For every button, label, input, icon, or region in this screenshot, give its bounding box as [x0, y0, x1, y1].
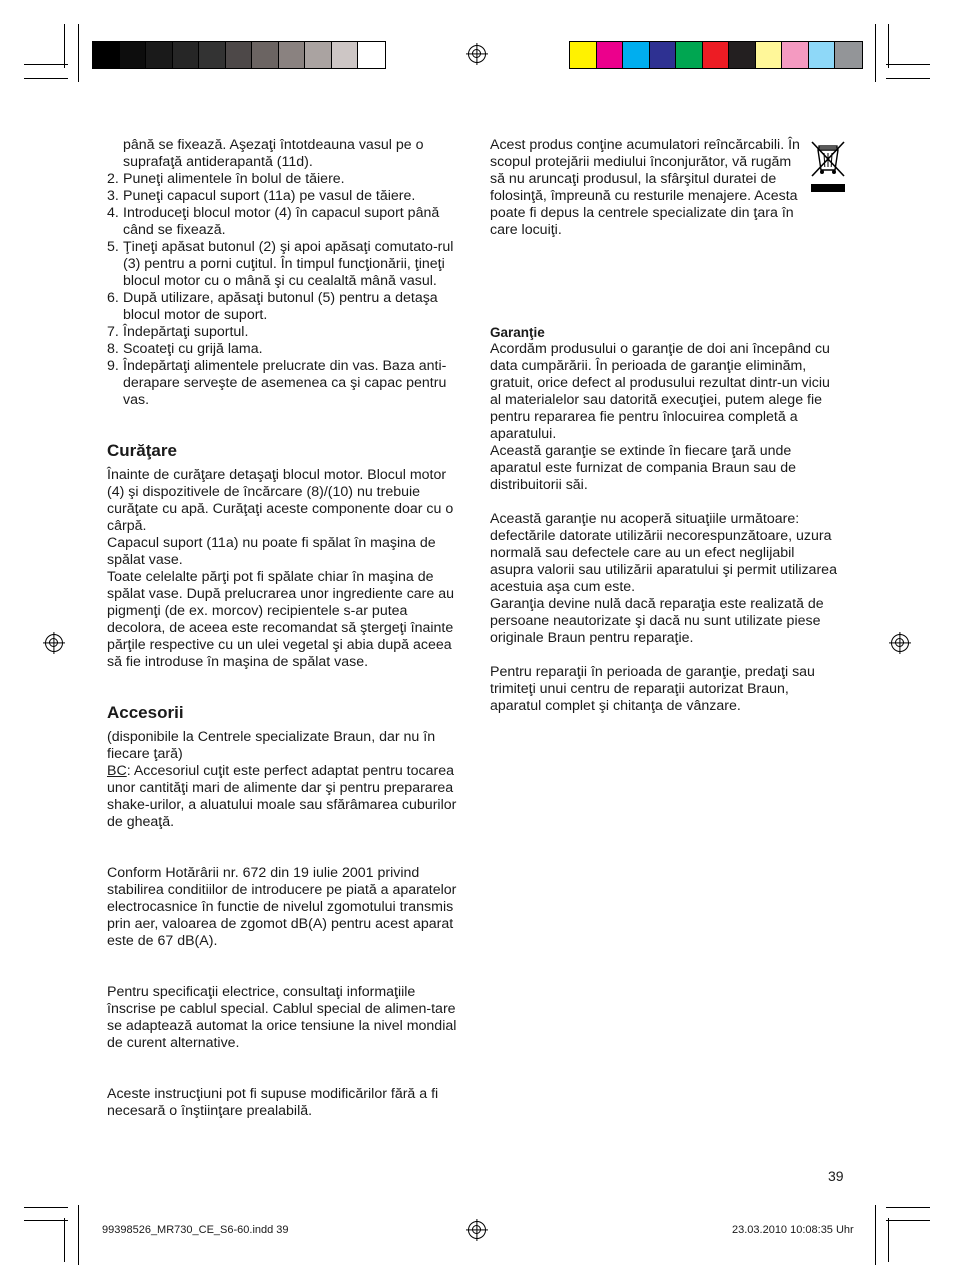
crop-mark: [875, 1205, 876, 1265]
accessories-bc-paragraph: BC: Accesoriul cuţit este perfect adaptat pentru tocarea unor cantităţi mari de alimente dar şi pentru prepararea shake-urilor, a aluatului moale sau sfărâmarea cuburilor de gheaţă.: [107, 763, 457, 830]
crop-mark: [78, 24, 79, 82]
registration-mark-icon: [891, 634, 909, 652]
registration-mark-icon: [45, 634, 63, 652]
color-swatch: [332, 42, 359, 68]
color-swatch: [809, 42, 836, 68]
color-swatch: [703, 42, 730, 68]
crop-mark: [24, 1207, 68, 1208]
crop-mark: [886, 78, 930, 79]
battery-paragraph: Acest produs conţine acumulatori reîncărcabili. În scopul protejării mediului înconjurător, vă rugăm să nu aruncaţi produsul, la sfârşitul duratei de folosinţă, împreună cu resturile menajere. Acesta poate fi depus la centrele specializate din ţara în care locuiţi.: [490, 137, 800, 238]
color-swatch: [597, 42, 624, 68]
color-swatch: [782, 42, 809, 68]
changes-paragraph: Aceste instrucţiuni pot fi supuse modificărilor fără a fi necesară o înştiinţare prealabilă.: [107, 1086, 439, 1119]
bc-label: BC: [107, 763, 127, 779]
warranty-paragraph: Această garanţie nu acoperă situaţiile următoare: defectările datorate utilizării necorespunzătoare, uzura normală sau defectele care au un efect neglijabil asupra valorii sau utilizării aparatului şi permit utilizarea acestuia aşa cum este.: [490, 511, 837, 595]
color-swatch: [729, 42, 756, 68]
color-swatch: [173, 42, 200, 68]
crop-mark: [78, 1205, 79, 1265]
registration-mark-icon: [468, 45, 486, 63]
crop-mark: [64, 1218, 65, 1262]
list-item: 4. Introduceţi blocul motor (4) în capacul suport până când se fixează.: [107, 205, 440, 238]
crop-mark: [24, 1220, 68, 1221]
crop-mark: [886, 64, 930, 65]
color-swatch: [676, 42, 703, 68]
cleaning-paragraph: Înainte de curăţare detaşaţi blocul motor. Blocul motor (4) şi dispozitivele de încărcare (8)/(10) nu trebuie curăţate cu apă. Curăţaţi aceste componente doar cu o cârpă.: [107, 467, 454, 534]
color-swatch: [226, 42, 253, 68]
list-item: 5. Ţineţi apăsat butonul (2) şi apoi apăsaţi comutato-rul (3) pentru a porni cuţitul. În timpul funcţionării, ţineţi blocul motor cu o mână şi cu cealaltă mână vasul.: [107, 239, 454, 289]
list-item: 3. Puneţi capacul suport (11a) pe vasul de tăiere.: [107, 188, 416, 204]
crop-mark: [886, 1220, 930, 1221]
color-swatch: [252, 42, 279, 68]
warranty-heading: Garanţie: [490, 325, 545, 340]
crop-mark: [875, 24, 876, 82]
list-item: 9. Îndepărtaţi alimentele prelucrate din vas. Baza anti-derapare serveşte de asemenea ca şi capac pentru vas.: [107, 358, 447, 408]
steps-list: [107, 171, 463, 409]
intro-text: până se fixează. Aşezaţi întotdeauna vasul pe o suprafaţă antiderapantă (11d).: [123, 137, 424, 170]
warranty-paragraph: Garanţia devine nulă dacă reparaţia este realizată de persoane neautorizate şi dacă nu sunt utilizate piese originale Braun pentru reparaţie.: [490, 596, 824, 646]
warranty-paragraph: Această garanţie se extinde în fiecare ţară unde aparatul este furnizat de compania Braun sau de distribuitorii săi.: [490, 443, 797, 493]
color-swatch: [570, 42, 597, 68]
list-item: 7. Îndepărtaţi suportul.: [107, 324, 249, 340]
color-swatch: [199, 42, 226, 68]
grayscale-color-bar: [92, 41, 386, 69]
color-swatch: [623, 42, 650, 68]
registration-mark-icon: [468, 1221, 486, 1239]
cleaning-paragraph: Capacul suport (11a) nu poate fi spălat în maşina de spălat vase.: [107, 535, 436, 568]
color-swatch: [650, 42, 677, 68]
crop-mark: [888, 1218, 889, 1262]
color-swatch: [146, 42, 173, 68]
page-number: 39: [828, 1168, 844, 1184]
cleaning-paragraph: Toate celelalte părţi pot fi spălate chiar în maşina de spălat vase. După prelucrarea unor ingrediente care au pigmenţi (de ex. morcov) recipientele s-ar putea decolora, de aceea este recomandat să ştergeţi înainte părţile respective cu un ulei vegetal şi abia după aceea să fie introduse în maşina de spălat vase.: [107, 569, 455, 670]
color-swatch: [756, 42, 783, 68]
accessories-availability: (disponibile la Centrele specializate Braun, dar nu în fiecare ţară): [107, 729, 436, 762]
cleaning-heading: Curăţare: [107, 441, 177, 460]
color-swatch: [358, 42, 385, 68]
footer-file-name: 99398526_MR730_CE_S6-60.indd 39: [102, 1224, 289, 1236]
crop-mark: [886, 1207, 930, 1208]
color-swatch: [305, 42, 332, 68]
process-color-bar: [569, 41, 863, 69]
electrical-paragraph: Pentru specificaţii electrice, consultaţi informaţiile înscrise pe cablul special. Cablul special de alimen-tare se adaptează automat la orice tensiune la nivel mondial de curent alternative.: [107, 984, 457, 1051]
list-item: 8. Scoateţi cu grijă lama.: [107, 341, 263, 357]
noise-paragraph: Conform Hotărârii nr. 672 din 19 iulie 2001 privind stabilirea conditiilor de introducere pe piată a aparatelor electrocasnice în functie de nivelul zgomotului transmis prin aer, valoarea de zgomot dB(A) pentru acest aparat este de 67 dB(A).: [107, 865, 457, 949]
right-column: [490, 137, 840, 715]
color-swatch: [279, 42, 306, 68]
list-item: 2. Puneţi alimentele în bolul de tăiere.: [107, 171, 345, 187]
crop-mark: [888, 24, 889, 68]
warranty-paragraph: Pentru reparaţii în perioada de garanţie, predaţi sau trimiteţi unui centru de reparaţii autorizat Braun, aparatul complet şi chitanţa de vânzare.: [490, 664, 815, 714]
list-item: 6. După utilizare, apăsaţi butonul (5) pentru a detaşa blocul motor de suport.: [107, 290, 438, 323]
crop-mark: [24, 78, 68, 79]
crop-mark: [24, 64, 68, 65]
footer-timestamp: 23.03.2010 10:08:35 Uhr: [732, 1224, 854, 1236]
color-swatch: [93, 42, 120, 68]
crop-mark: [64, 24, 65, 68]
color-swatch: [120, 42, 147, 68]
warranty-paragraph: Acordăm produsului o garanţie de doi ani începând cu data cumpărării. În perioada de garanţie eliminăm, gratuit, orice defect al produsului rezultat dintr-un viciu al materialelor sau datorită execuţiei, putem alege fie pentru repararea fie pentru înlocuirea completă a aparatului.: [490, 341, 830, 442]
accessories-heading: Accesorii: [107, 703, 184, 722]
left-column: [107, 137, 463, 1120]
color-swatch: [835, 42, 862, 68]
